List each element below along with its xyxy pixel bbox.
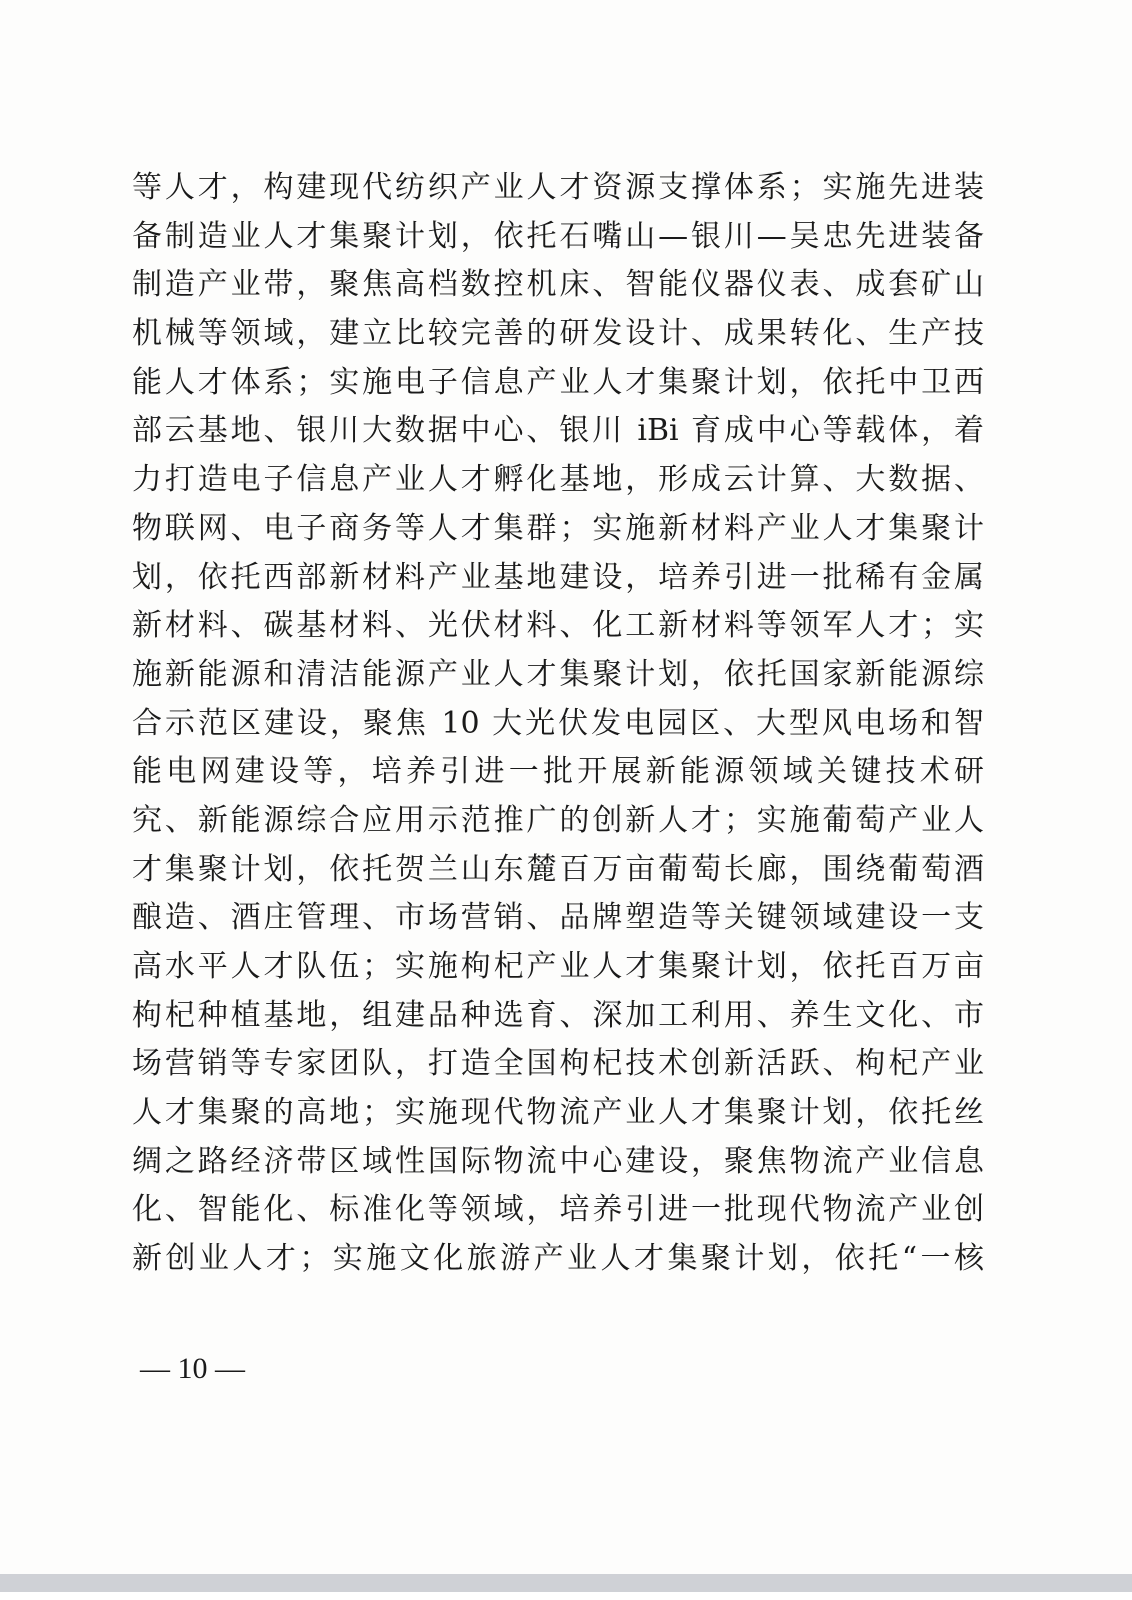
body-text [132, 164, 984, 1284]
text-line: 力打造电子信息产业人才孵化基地，形成云计算、大数据、 [132, 462, 984, 498]
text-line: 物联网、电子商务等人才集群；实施新材料产业人才集聚计 [132, 510, 984, 546]
text-line: 场营销等专家团队，打造全国枸杞技术创新活跃、枸杞产业 [132, 1046, 984, 1082]
text-line: 制造产业带，聚焦高档数控机床、智能仪器仪表、成套矿山 [132, 267, 984, 303]
text-line: 究、新能源综合应用示范推广的创新人才；实施葡萄产业人 [132, 802, 984, 838]
text-line: 部云基地、银川大数据中心、银川 iBi 育成中心等载体，着 [132, 413, 984, 449]
text-line: 施新能源和清洁能源产业人才集聚计划，依托国家新能源综 [132, 656, 984, 692]
text-line: 酿造、酒庄管理、市场营销、品牌塑造等关键领域建设一支 [132, 900, 984, 936]
text-line: 机械等领域，建立比较完善的研发设计、成果转化、生产技 [132, 316, 984, 352]
text-line: 人才集聚的高地；实施现代物流产业人才集聚计划，依托丝 [132, 1095, 984, 1131]
text-line: 才集聚计划，依托贺兰山东麓百万亩葡萄长廊，围绕葡萄酒 [132, 851, 984, 887]
text-line: 等人才，构建现代纺织产业人才资源支撑体系；实施先进装 [132, 170, 984, 205]
text-line: 划，依托西部新材料产业基地建设，培养引进一批稀有金属 [132, 559, 984, 595]
text-line: 合示范区建设，聚焦 10 大光伏发电园区、大型风电场和智 [132, 705, 984, 741]
scan-edge-band [0, 1574, 1132, 1592]
text-line: 新创业人才；实施文化旅游产业人才集聚计划，依托“一核 [132, 1241, 984, 1277]
text-line: 枸杞种植基地，组建品种选育、深加工利用、养生文化、市 [132, 997, 984, 1033]
text-line: 绸之路经济带区域性国际物流中心建设，聚焦物流产业信息 [132, 1143, 984, 1179]
text-line: 化、智能化、标准化等领域，培养引进一批现代物流产业创 [132, 1192, 984, 1228]
scan-edge-margin [0, 1592, 1132, 1600]
page-number: — 10 — [140, 1352, 245, 1385]
text-line: 能人才体系；实施电子信息产业人才集聚计划，依托中卫西 [132, 364, 984, 400]
text-line: 高水平人才队伍；实施枸杞产业人才集聚计划，依托百万亩 [132, 949, 984, 984]
text-line: 能电网建设等，培养引进一批开展新能源领域关键技术研 [132, 754, 984, 790]
text-line: 新材料、碳基材料、光伏材料、化工新材料等领军人才；实 [132, 608, 984, 644]
text-line: 备制造业人才集聚计划，依托石嘴山—银川—吴忠先进装备 [132, 218, 984, 254]
